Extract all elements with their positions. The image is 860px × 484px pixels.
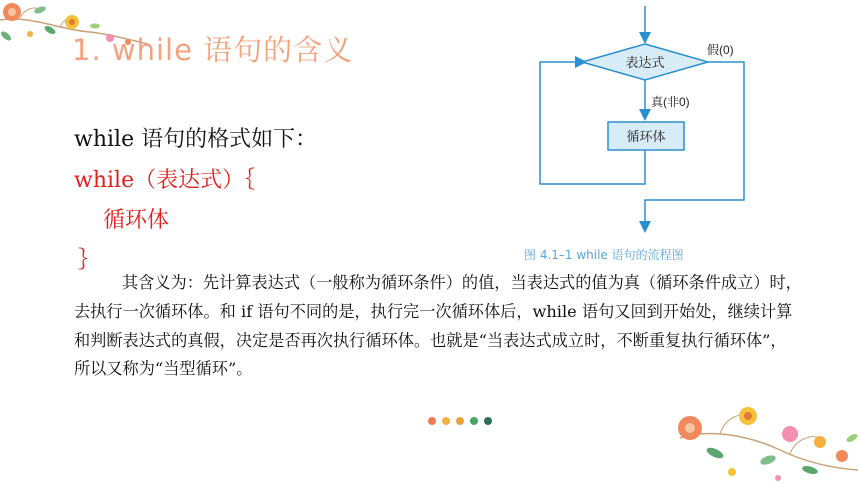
dot-3 [456,417,464,425]
false-label: 假(0) [707,43,734,57]
code-line-body: 循环体 [103,208,170,233]
dot-1 [428,417,436,425]
code-line-while: while（表达式）｛ [74,168,256,193]
dot-2 [442,417,450,425]
floral-decoration-bottom-right [670,398,860,484]
condition-label: 表达式 [625,55,665,70]
page-title: 1. while 语句的含义 [72,33,354,67]
intro-text: while 语句的格式如下： [74,127,318,152]
dot-4 [470,417,478,425]
loop-body-label: 循环体 [626,129,666,144]
code-line-close: ｝ [78,248,101,273]
flowchart-caption: 图 4.1–1 while 语句的流程图 [524,248,684,262]
explanation-paragraph: 其含义为：先计算表达式（一般称为循环条件）的值，当表达式的值为真（循环条件成立）时，去执行一次循环体。和 if 语句不同的是，执行完一次循环体后，while 语句又回到开始处，继续计算和判断表达式的真假，决定是否再次执行循环体。也就是“当表达式成立时，不断重复执行循环体”，所以又称为“当型循环”。 [74,273,802,379]
pagination-dots [428,417,492,425]
true-label: 真(非0) [651,95,690,109]
while-flowchart [524,0,814,270]
dot-5 [484,417,492,425]
